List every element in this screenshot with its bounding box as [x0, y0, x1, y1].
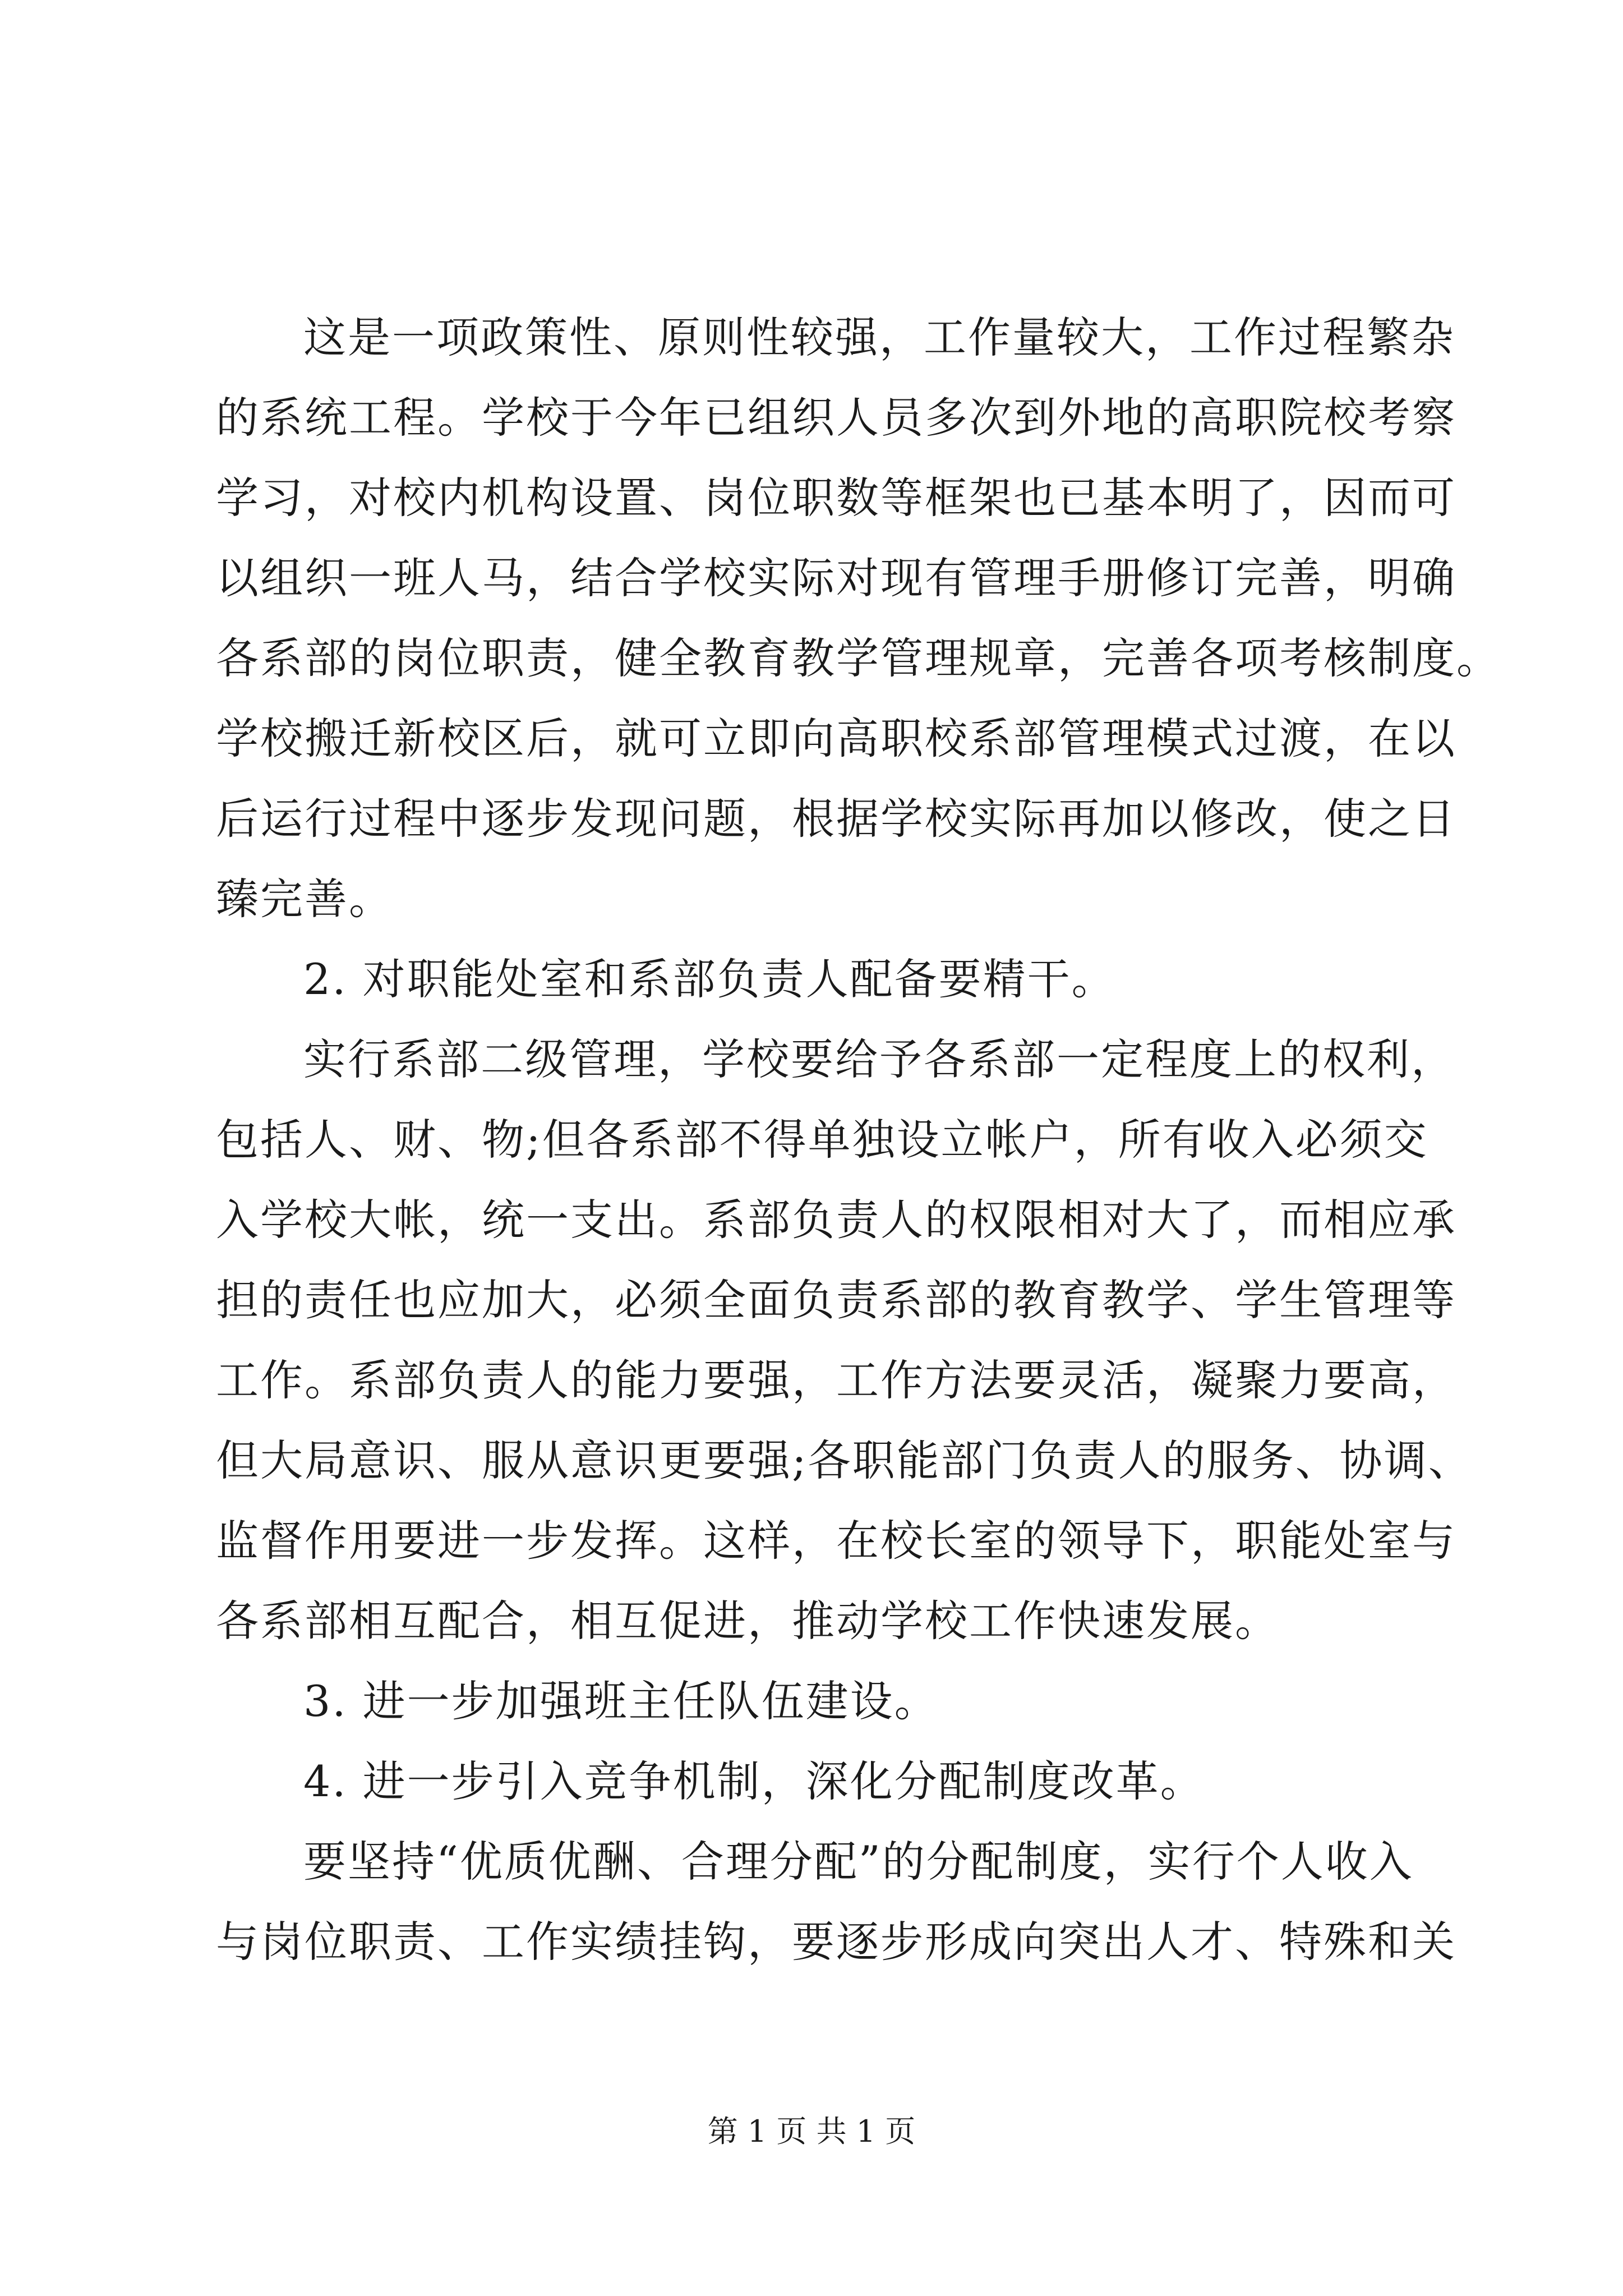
text-line: 后运行过程中逐步发现问题，根据学校实际再加以修改，使之日 [216, 794, 1456, 844]
section-heading: 3. 进一步加强班主任队伍建设。 [303, 1676, 939, 1726]
section-heading: 4. 进一步引入竞争机制，深化分配制度改革。 [303, 1756, 1205, 1806]
text-line: 各系部的岗位职责，健全教育教学管理规章，完善各项考核制度。 [216, 633, 1501, 683]
text-line: 要坚持“优质优酬、合理分配”的分配制度，实行个人收入 [303, 1837, 1414, 1887]
text-line: 这是一项政策性、原则性较强，工作量较大，工作过程繁杂 [303, 312, 1455, 362]
section-heading: 2. 对职能处室和系部负责人配备要精干。 [303, 954, 1116, 1004]
text-line: 但大局意识、服从意识更要强;各职能部门负责人的服务、协调、 [216, 1435, 1473, 1485]
text-line: 学习，对校内机构设置、岗位职数等框架也已基本明了，因而可 [216, 473, 1456, 523]
text-line: 臻完善。 [216, 874, 393, 924]
page-number-label: 第 1 页 共 1 页 [707, 2114, 916, 2149]
text-line: 入学校大帐，统一支出。系部负责人的权限相对大了，而相应承 [216, 1195, 1456, 1245]
text-line: 各系部相互配合，相互促进，推动学校工作快速发展。 [216, 1596, 1279, 1646]
text-line: 担的责任也应加大，必须全面负责系部的教育教学、学生管理等 [216, 1275, 1456, 1325]
document-body [216, 297, 1501, 1982]
text-line: 以组织一班人马，结合学校实际对现有管理手册修订完善，明确 [216, 553, 1456, 603]
text-line: 学校搬迁新校区后，就可立即向高职校系部管理模式过渡，在以 [216, 714, 1456, 763]
text-line: 的系统工程。学校于今年已组织人员多次到外地的高职院校考察 [216, 393, 1456, 443]
text-line: 包括人、财、物;但各系部不得单独设立帐户，所有收入必须交 [216, 1115, 1428, 1165]
page-footer [0, 2112, 1623, 2151]
text-line: 工作。系部负责人的能力要强，工作方法要灵活，凝聚力要高， [216, 1355, 1456, 1405]
text-line: 与岗位职责、工作实绩挂钩，要逐步形成向突出人才、特殊和关 [216, 1917, 1456, 1967]
text-line: 实行系部二级管理，学校要给予各系部一定程度上的权利， [303, 1034, 1455, 1084]
text-line: 监督作用要进一步发挥。这样，在校长室的领导下，职能处室与 [216, 1516, 1456, 1566]
